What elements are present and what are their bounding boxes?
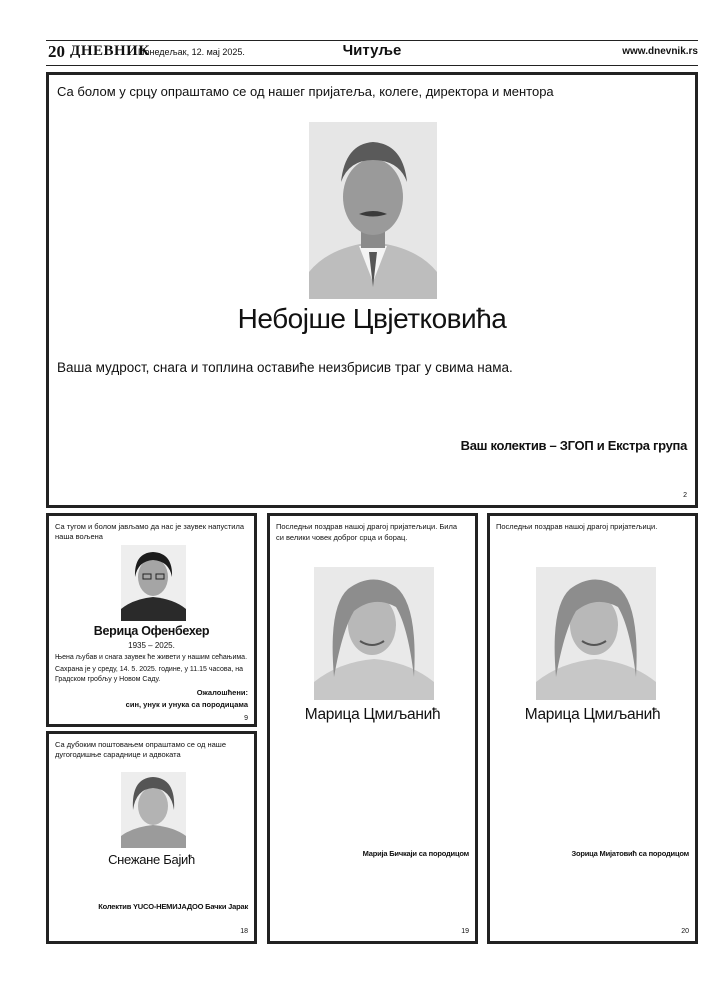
- portrait-photo: [536, 567, 656, 700]
- notice-number: 18: [240, 928, 248, 935]
- notice-intro: Последњи поздрав нашој драгој пријатељици.: [496, 522, 658, 531]
- obituary-notice-19: [267, 513, 478, 944]
- notice-intro: Последњи поздрав нашој драгој пријатељици. Била си велики човек доброг срца и борац.: [276, 522, 458, 542]
- portrait-photo: [314, 567, 434, 700]
- notice-signature: Зорица Мијатовић са породицом: [571, 849, 689, 858]
- notice-intro: Са дубоким поштовањем опраштамо се од наше дугогодишње сараднице и адвоката: [55, 740, 226, 759]
- notice-number: 20: [681, 928, 689, 935]
- page-header: [46, 40, 698, 66]
- issue-date: Понедељак, 12. мај 2025.: [138, 47, 245, 57]
- deceased-name: Верица Офенбехер: [93, 624, 210, 638]
- obituary-notice-20: [487, 513, 698, 944]
- newspaper-name: ДНЕВНИК: [70, 43, 150, 59]
- portrait-photo: [121, 772, 186, 848]
- portrait-photo: [121, 545, 186, 621]
- deceased-name: Марица Цмиљанић: [524, 706, 661, 723]
- section-title: Читуље: [342, 42, 402, 59]
- notice-signature: Колектив YUCO-НЕМИЈАДОО Бачки Јарак: [98, 902, 248, 911]
- notice-message: Ваша мудрост, снага и топлина оставиће неизбрисив траг у свима нама.: [57, 360, 513, 375]
- obituary-notice-9: [46, 513, 257, 727]
- notice-number: 9: [244, 715, 248, 722]
- notice-number: 19: [461, 928, 469, 935]
- mourners-label: Ожалошћени:: [196, 688, 248, 697]
- notice-number: 2: [683, 492, 687, 499]
- life-years: 1935 – 2025.: [128, 641, 175, 650]
- deceased-name: Небојше Цвјетковића: [237, 303, 507, 334]
- deceased-name: Снежане Бајић: [108, 852, 195, 867]
- notice-message: Њена љубав и снага заувек ће живети у нашим сећањима.: [55, 654, 248, 661]
- notice-intro: Са тугом и болом јављамо да нас је заувек напустила наша вољена: [55, 522, 245, 541]
- notice-intro: Са болом у срцу опраштамо се од нашег пријатеља, колеге, директора и ментора: [57, 84, 554, 99]
- website-link[interactable]: www.dnevnik.rs: [622, 46, 698, 57]
- deceased-name: Марица Цмиљанић: [304, 706, 441, 723]
- funeral-info: Сахрана је у среду, 14. 5. 2025. године, у 11.15 часова, на Градском гробљу у Новом Саду.: [55, 666, 244, 683]
- notice-signature: Ваш колектив – ЗГОП и Екстра група: [460, 438, 687, 453]
- page-number: 20: [48, 42, 65, 61]
- notice-signature: син, унук и унука са породицама: [125, 700, 248, 709]
- obituary-notice-large: [46, 72, 698, 508]
- portrait-photo: [309, 122, 437, 299]
- notice-signature: Марија Бичкаји са породицом: [362, 849, 469, 858]
- obituary-notice-18: [46, 731, 257, 944]
